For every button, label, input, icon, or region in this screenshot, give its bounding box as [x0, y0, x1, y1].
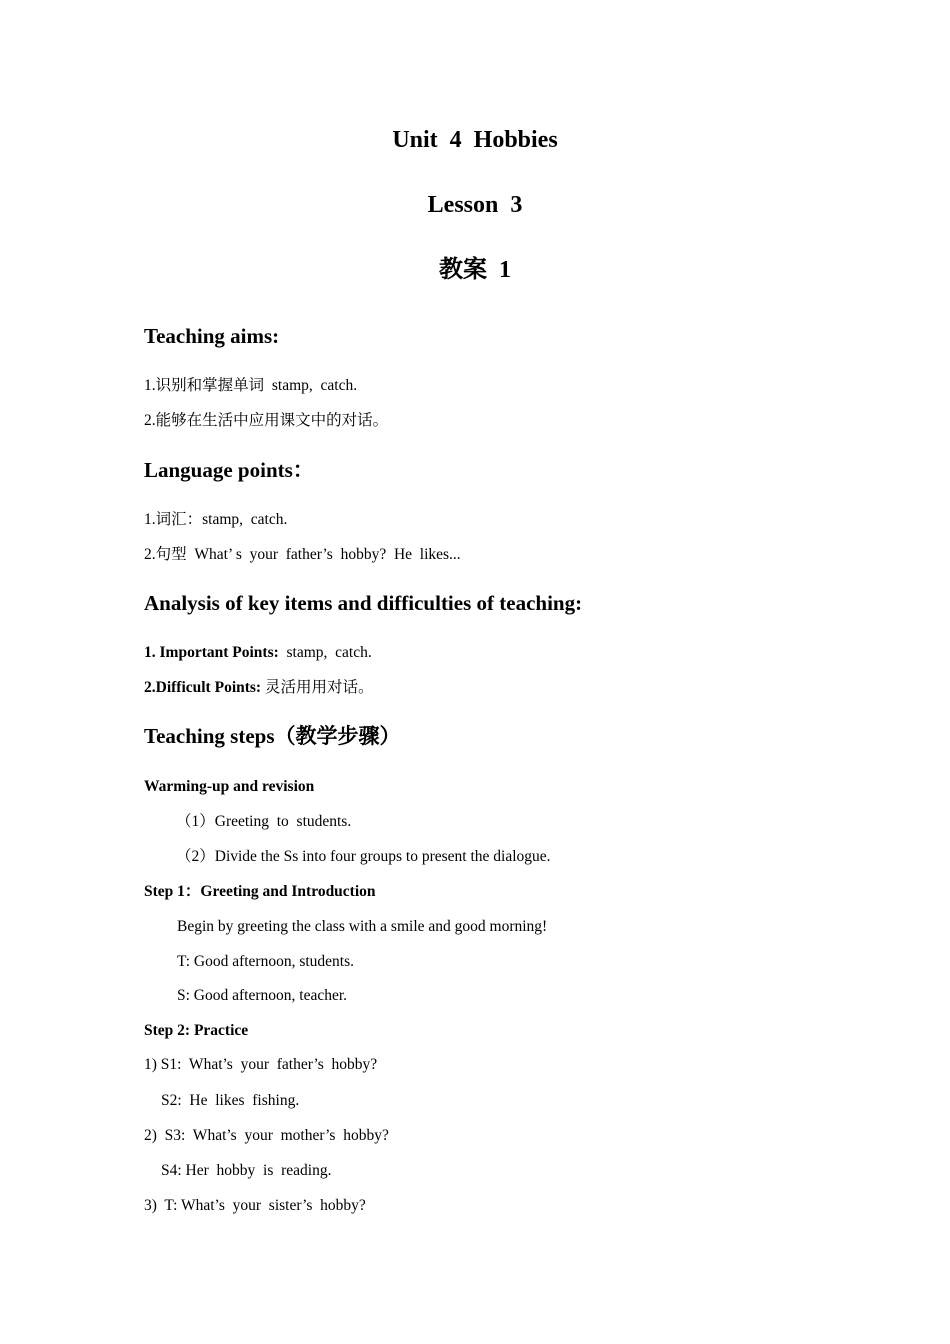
difficult-points — [144, 680, 374, 696]
dialogue-line: 2) S3: What’s your mother’s hobby? — [144, 1127, 389, 1144]
analysis-heading: Analysis of key items and difficulties of teaching: — [144, 591, 583, 615]
warmup-heading: Warming-up and revision — [144, 778, 315, 795]
aim-item: 1.识别和掌握单词 stamp, catch. — [144, 377, 358, 394]
important-value: stamp, catch. — [278, 644, 372, 661]
difficult-value: 灵活用用对话。 — [261, 679, 374, 696]
warmup-item: （2）Divide the Ss into four groups to present the dialogue. — [176, 848, 551, 865]
dialogue-line: S4: Her hobby is reading. — [161, 1162, 332, 1179]
teaching-aims-heading: Teaching aims: — [144, 324, 280, 348]
lesson-title: Lesson 3 — [427, 192, 523, 218]
language-item: 1.词汇：stamp, catch. — [144, 511, 288, 528]
teaching-steps-heading: Teaching steps（教学步骤） — [144, 724, 401, 748]
plan-title: 教案 1 — [439, 257, 511, 283]
dialogue-line: 1) S1: What’s your father’s hobby? — [144, 1056, 378, 1073]
dialogue-line: 3) T: What’s your sister’s hobby? — [144, 1197, 366, 1214]
aim-item: 2.能够在生活中应用课文中的对话。 — [144, 412, 389, 429]
difficult-label: 2.Difficult Points: — [144, 679, 262, 696]
unit-title: Unit 4 Hobbies — [392, 127, 558, 153]
important-points — [144, 645, 372, 661]
dialogue-line: S2: He likes fishing. — [161, 1092, 300, 1109]
language-item: 2.句型 What’ s your father’s hobby? He likes... — [144, 546, 461, 563]
important-label: 1. Important Points: — [144, 644, 279, 661]
step1-line: T: Good afternoon, students. — [177, 953, 355, 970]
step2-heading: Step 2: Practice — [144, 1022, 249, 1039]
language-points-heading: Language points： — [144, 458, 314, 482]
step1-line: S: Good afternoon, teacher. — [177, 987, 348, 1004]
warmup-item: （1）Greeting to students. — [176, 813, 352, 830]
step1-line: Begin by greeting the class with a smile and good morning! — [177, 918, 548, 935]
step1-heading: Step 1：Greeting and Introduction — [144, 883, 376, 900]
